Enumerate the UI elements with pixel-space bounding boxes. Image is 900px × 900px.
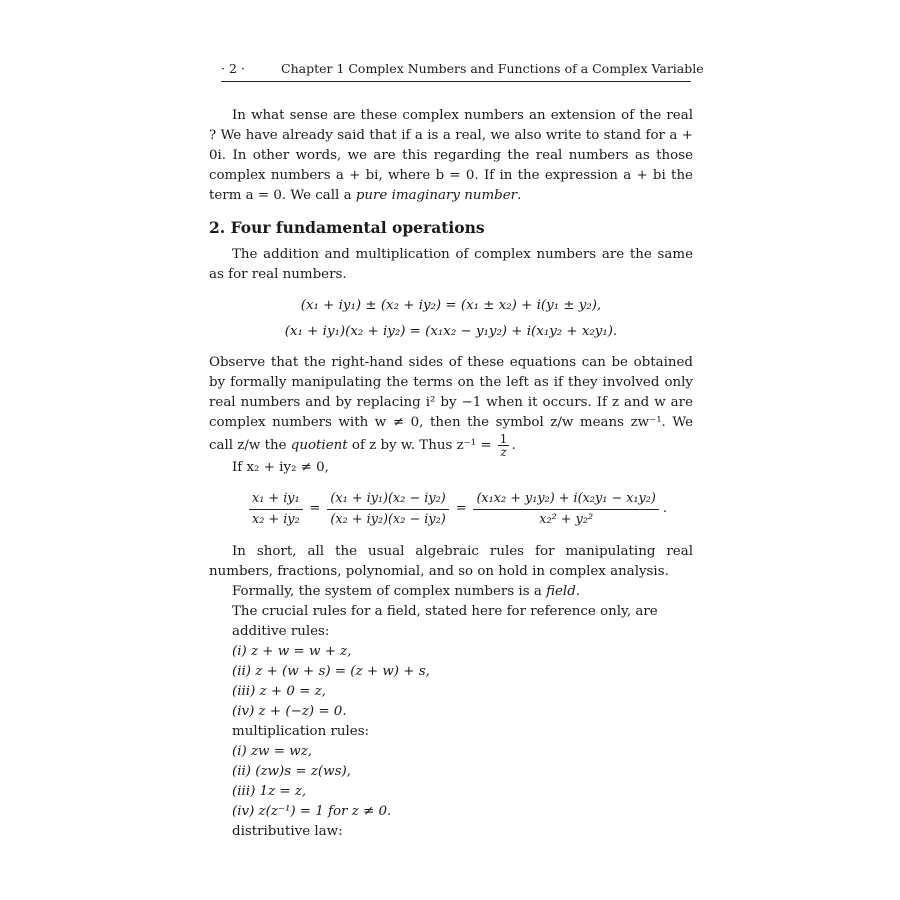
mid-denominator: (x₂ + iy₂)(x₂ − iy₂): [330, 511, 446, 527]
rhs-numerator: (x₁x₂ + y₁y₂) + i(x₂y₁ − x₁y₂): [473, 491, 658, 510]
running-title: Chapter 1 Complex Numbers and Functions of a Complex Variable: [281, 61, 704, 76]
additive-rules-label: additive rules:: [232, 624, 330, 639]
intro-paragraph: [209, 106, 693, 206]
condition-line: If x₂ + iy₂ ≠ 0,: [232, 460, 329, 475]
multiplication-equation: (x₁ + iy₁)(x₂ + iy₂) = (x₁x₂ − y₁y₂) + i(x₁y₂ + x₂y₁).: [284, 324, 618, 339]
mid-fraction: [327, 491, 448, 528]
operations-paragraph: The addition and multiplication of complex numbers are the same as for real numbers.: [209, 247, 693, 282]
observe-text-2: of z by w. Thus z⁻¹ =: [347, 438, 496, 453]
running-header: [221, 61, 704, 82]
division-equation: [245, 484, 693, 534]
formally-end: .: [575, 584, 581, 599]
additive-rule: (ii) z + (w + s) = (z + w) + s,: [232, 664, 430, 679]
mid-numerator: (x₁ + iy₁)(x₂ − iy₂): [327, 491, 448, 510]
page-number: · 2 ·: [221, 61, 245, 76]
crucial-paragraph: The crucial rules for a field, stated here for reference only, are: [232, 604, 658, 619]
observe-text: Observe that the right-hand sides of these equations can be obtained by formally manipulating the terms on the left as if they involved only real numbers and by replacing i² by −1 when it occurs. If z and w are complex numbers with w ≠ 0, then the symbol z/w means zw⁻¹. We call z/w the: [209, 355, 693, 453]
lhs-denominator: x₂ + iy₂: [252, 511, 300, 527]
inverse-numerator: 1: [499, 432, 508, 446]
section-title: 2. Four fundamental operations: [209, 218, 485, 237]
formally-paragraph: [209, 582, 693, 602]
field-term: field: [546, 584, 576, 599]
additive-rule: (i) z + w = w + z,: [232, 644, 352, 659]
inverse-denominator: z: [500, 445, 507, 459]
intro-end: .: [517, 188, 522, 203]
rhs-fraction: [473, 491, 658, 528]
multiplication-rule: (i) zw = wz,: [232, 744, 313, 759]
multiplication-rules-label: multiplication rules:: [232, 724, 370, 739]
intro-term: pure imaginary number: [355, 188, 518, 203]
observe-paragraph: [209, 353, 693, 458]
lhs-numerator: x₁ + iy₁: [249, 491, 303, 510]
additive-rule: (iii) z + 0 = z,: [232, 684, 326, 699]
observe-end: .: [511, 438, 516, 453]
division-end: .: [662, 501, 667, 516]
rhs-denominator: x₂² + y₂²: [539, 511, 594, 527]
lhs-fraction: [249, 491, 303, 528]
multiplication-rule: (iii) 1z = z,: [232, 784, 307, 799]
equals-sign-2: =: [455, 501, 467, 516]
in-short-paragraph: In short, all the usual algebraic rules for manipulating real numbers, fractions, polynomial, and so on hold in complex analysis.: [209, 544, 693, 579]
page-content: [209, 106, 693, 842]
formally-text: Formally, the system of complex numbers is a: [232, 584, 547, 599]
distributive-law-label: distributive law:: [232, 824, 343, 839]
inverse-fraction: [498, 433, 510, 458]
observe-term: quotient: [290, 438, 348, 453]
additive-rule: (iv) z + (−z) = 0.: [232, 704, 347, 719]
intro-text: In what sense are these complex numbers an extension of the real ? We have already said that if a is a real, we also write to stand for a + 0i. In other words, we are this regarding the real numbers as those complex numbers a + bi, where b = 0. If in the expression a + bi the term a = 0. We call a: [209, 108, 693, 203]
equation-block: [209, 293, 693, 345]
multiplication-rule: (ii) (zw)s = z(ws),: [232, 764, 351, 779]
addition-equation: (x₁ + iy₁) ± (x₂ + iy₂) = (x₁ ± x₂) + i(y₁ ± y₂),: [300, 298, 602, 313]
multiplication-rule: (iv) z(z⁻¹) = 1 for z ≠ 0.: [232, 804, 392, 819]
equals-sign-1: =: [309, 501, 321, 516]
